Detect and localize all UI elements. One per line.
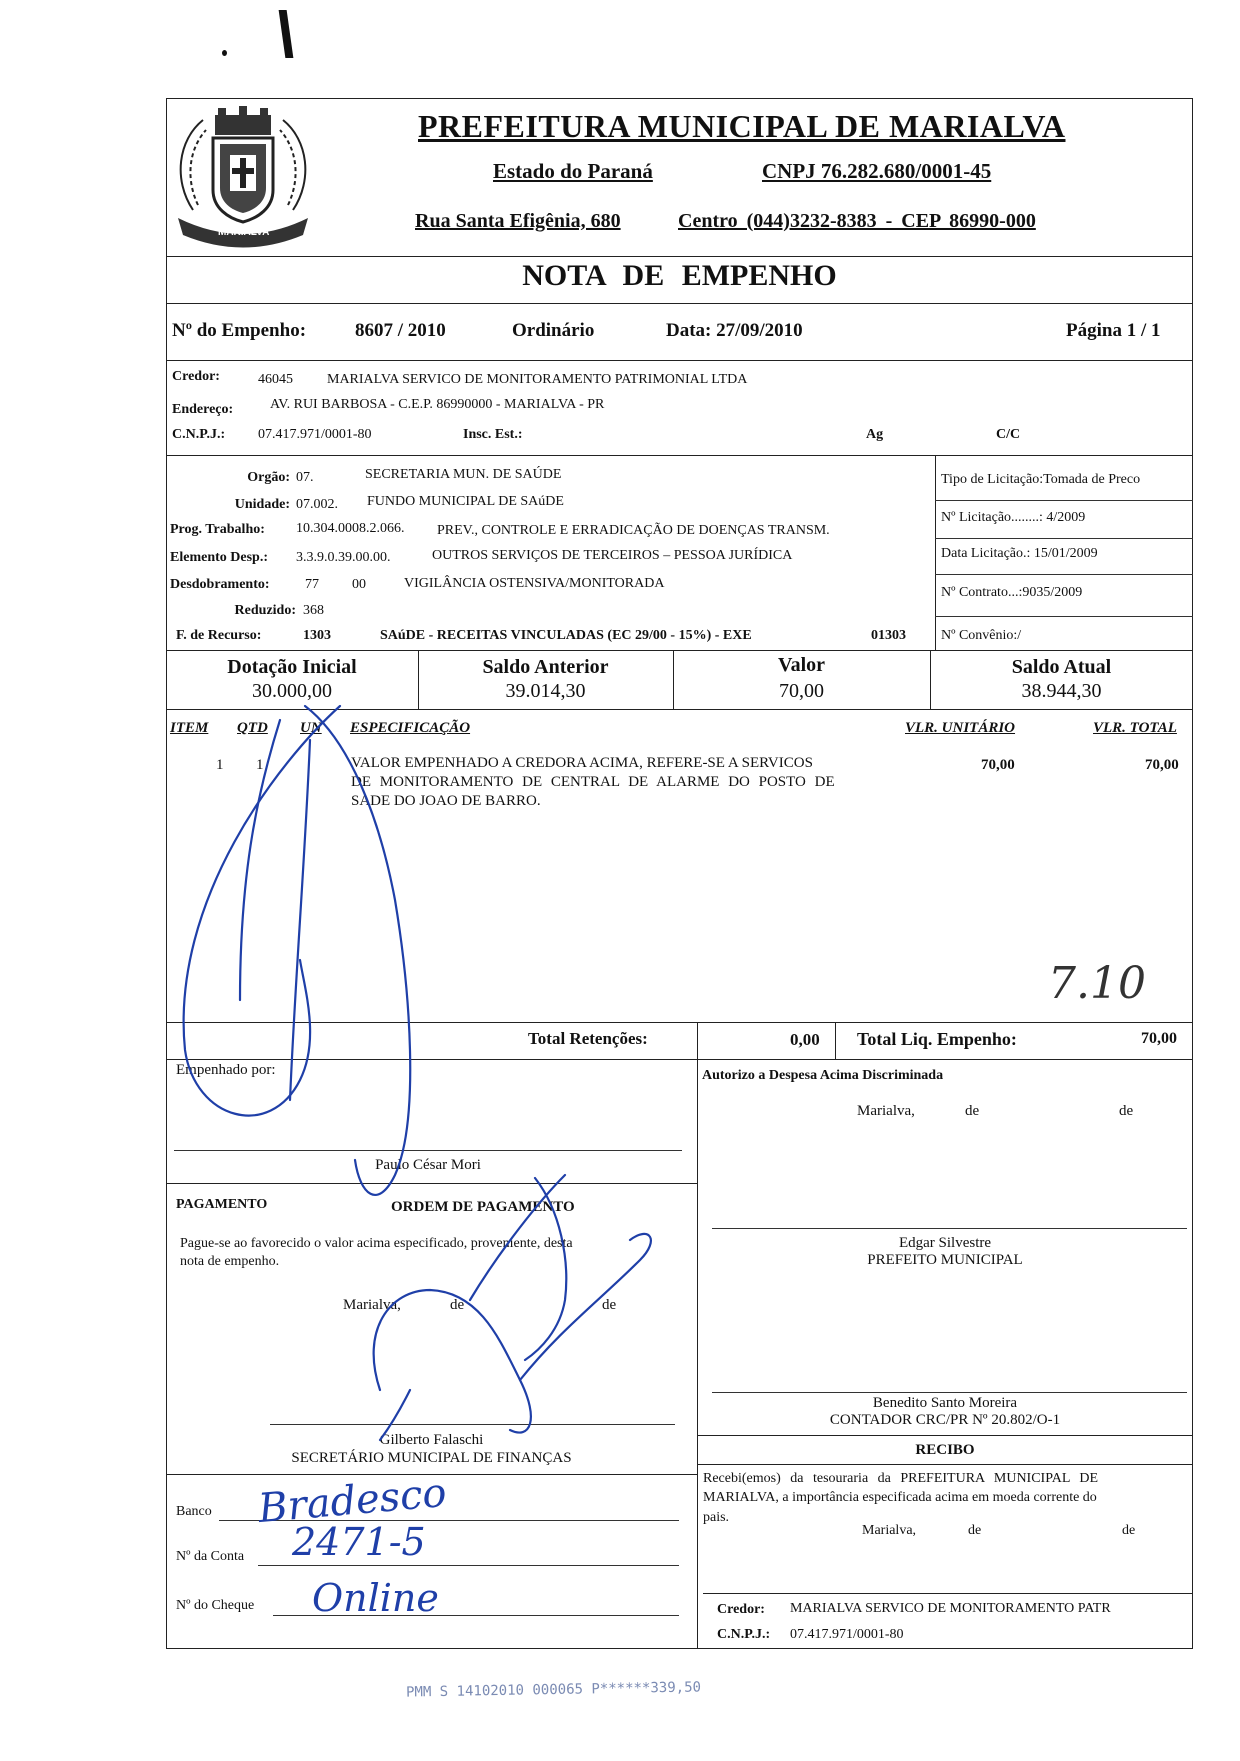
- empenho-date: Data: 27/09/2010: [666, 320, 803, 341]
- ag-label: Ag: [866, 427, 884, 442]
- payment-stamp: PMM S 14102010 000065 P******339,50: [405, 1679, 702, 1701]
- credor-name: MARIALVA SERVICO DE MONITORAMENTO PATRIMONIAL LTDA: [327, 372, 748, 387]
- dotacao-label: Dotação Inicial: [227, 656, 357, 678]
- item-desc-line2: DE MONITORAMENTO DE CENTRAL DE ALARME DO POSTO DE: [351, 774, 835, 790]
- header-address: Rua Santa Efigênia, 680: [415, 210, 621, 232]
- prog-code: 10.304.0008.2.066.: [296, 521, 405, 536]
- empenho-number: 8607 / 2010: [355, 320, 446, 341]
- dotacao-value: 30.000,00: [252, 680, 332, 702]
- item-unit-value: 70,00: [981, 757, 1015, 773]
- valor-value: 70,00: [779, 680, 824, 702]
- col-item: ITEM: [170, 720, 209, 736]
- desdobramento-b: 00: [352, 577, 366, 592]
- header-address-rest: Centro (044)3232-8383 - CEP 86990-000: [678, 210, 1036, 232]
- recurso-number: 01303: [871, 628, 906, 643]
- recibo-text-2: MARIALVA, a importância especificada acima em moeda corrente do: [703, 1490, 1097, 1505]
- autorizo-city: Marialva,: [857, 1103, 915, 1119]
- recibo-text-1: Recebi(emos) da tesouraria da PREFEITURA MUNICIPAL DE: [703, 1471, 1099, 1486]
- header-title: PREFEITURA MUNICIPAL DE MARIALVA: [418, 108, 1066, 144]
- logo-ribbon-text: MARIALVA: [218, 227, 270, 238]
- reduzido-value: 368: [303, 603, 324, 618]
- cnpj-value: 07.417.971/0001-80: [258, 427, 372, 442]
- licitacao-numero: Nº Licitação........: 4/2009: [941, 510, 1086, 525]
- cc-label: C/C: [996, 427, 1021, 442]
- pagamento-text-2: nota de empenho.: [180, 1254, 280, 1269]
- recibo-credor-label: Credor:: [717, 1602, 765, 1617]
- recibo-de-1: de: [968, 1523, 982, 1538]
- pagamento-title: PAGAMENTO: [176, 1197, 268, 1212]
- recibo-cnpj-label: C.N.P.J.:: [717, 1627, 771, 1642]
- pagamento-de-2: de: [602, 1297, 617, 1313]
- scan-mark: [279, 10, 294, 58]
- licitacao-contrato: Nº Contrato...:9035/2009: [941, 585, 1083, 600]
- valor-label: Valor: [777, 654, 826, 676]
- recurso-name: SAúDE - RECEITAS VINCULADAS (EC 29/00 - 15%) - EXE: [380, 628, 752, 643]
- recibo-de-2: de: [1122, 1523, 1136, 1538]
- orgao-label: Orgão:: [247, 470, 290, 485]
- col-especificacao: ESPECIFICAÇÃO: [350, 720, 471, 736]
- contador-name: Benedito Santo Moreira: [872, 1395, 1018, 1411]
- header-state: Estado do Paraná: [493, 159, 653, 183]
- prog-label: Prog. Trabalho:: [170, 522, 265, 537]
- recibo-cnpj-value: 07.417.971/0001-80: [790, 1627, 904, 1642]
- reduzido-label: Reduzido:: [234, 603, 296, 618]
- desdobramento-name: VIGILÂNCIA OSTENSIVA/MONITORADA: [404, 576, 665, 591]
- item-total-value: 70,00: [1145, 757, 1179, 773]
- retencoes-label: Total Retenções:: [528, 1029, 648, 1048]
- endereco-label: Endereço:: [172, 402, 234, 417]
- pagamento-text-1: Pague-se ao favorecido o valor acima especificado, proveniente, desta: [180, 1236, 573, 1251]
- anterior-value: 39.014,30: [505, 680, 586, 702]
- unidade-name: FUNDO MUNICIPAL DE SAúDE: [367, 494, 564, 509]
- pagamento-de-1: de: [450, 1297, 465, 1313]
- desdobramento-label: Desdobramento:: [170, 577, 270, 592]
- empenho-page: Página 1 / 1: [1066, 320, 1161, 341]
- credor-label: Credor:: [172, 369, 220, 384]
- recibo-city: Marialva,: [862, 1523, 917, 1538]
- doc-title: NOTA DE EMPENHO: [522, 259, 837, 292]
- coat-of-arms-logo: [168, 100, 318, 255]
- atual-label: Saldo Atual: [1011, 656, 1112, 678]
- empenho-type: Ordinário: [512, 320, 595, 341]
- elemento-name: OUTROS SERVIÇOS DE TERCEIROS – PESSOA JURÍDICA: [432, 548, 793, 563]
- secretario-name: Gilberto Falaschi: [379, 1432, 484, 1448]
- liq-value: 70,00: [1141, 1030, 1177, 1047]
- atual-value: 38.944,30: [1021, 680, 1102, 702]
- cnpj-label: C.N.P.J.:: [172, 427, 226, 442]
- elemento-code: 3.3.9.0.39.00.00.: [296, 550, 391, 565]
- credor-code: 46045: [258, 372, 293, 387]
- orgao-code: 07.: [296, 470, 314, 485]
- cheque-label: Nº do Cheque: [176, 1598, 255, 1613]
- autorizo-de-1: de: [965, 1103, 980, 1119]
- scan-dot: [222, 50, 227, 56]
- endereco-value: AV. RUI BARBOSA - C.E.P. 86990000 - MARIALVA - PR: [270, 397, 605, 412]
- item-number: 1: [216, 757, 224, 773]
- insc-label: Insc. Est.:: [463, 427, 523, 442]
- retencoes-value: 0,00: [790, 1030, 820, 1049]
- col-un: UN: [300, 720, 322, 736]
- conta-label: Nº da Conta: [176, 1549, 245, 1564]
- recibo-title: RECIBO: [915, 1442, 975, 1458]
- autorizo-label: Autorizo a Despesa Acima Discriminada: [702, 1068, 944, 1083]
- recibo-text-3: pais.: [703, 1510, 730, 1525]
- empenhado-name: Paulo César Mori: [375, 1157, 481, 1173]
- empenhado-label: Empenhado por:: [176, 1062, 276, 1078]
- prog-name: PREV., CONTROLE E ERRADICAÇÃO DE DOENÇAS TRANSM.: [437, 523, 830, 538]
- autorizo-de-2: de: [1119, 1103, 1134, 1119]
- col-total: VLR. TOTAL: [1093, 720, 1177, 736]
- elemento-label: Elemento Desp.:: [170, 550, 268, 565]
- header-cnpj: CNPJ 76.282.680/0001-45: [762, 159, 992, 183]
- licitacao-tipo: Tipo de Licitação:Tomada de Preco: [941, 472, 1141, 487]
- orgao-name: SECRETARIA MUN. DE SAÚDE: [365, 467, 562, 482]
- liq-label: Total Liq. Empenho:: [857, 1029, 1017, 1049]
- unidade-label: Unidade:: [234, 497, 290, 512]
- item-desc-line1: VALOR EMPENHADO A CREDORA ACIMA, REFERE-SE A SERVICOS: [351, 755, 813, 771]
- contador-title: CONTADOR CRC/PR Nº 20.802/O-1: [829, 1412, 1061, 1428]
- ordem-pagamento-title: ORDEM DE PAGAMENTO: [391, 1199, 575, 1215]
- secretario-title: SECRETÁRIO MUNICIPAL DE FINANÇAS: [291, 1450, 572, 1466]
- col-unitario: VLR. UNITÁRIO: [905, 720, 1016, 736]
- cheque-handwriting: Online: [312, 1576, 439, 1620]
- desdobramento-a: 77: [305, 577, 319, 592]
- banco-handwriting: Bradesco: [256, 1469, 449, 1533]
- item-qtd: 1: [256, 757, 264, 773]
- unidade-code: 07.002.: [296, 497, 338, 512]
- recurso-label: F. de Recurso:: [176, 628, 262, 643]
- prefeito-title: PREFEITO MUNICIPAL: [867, 1252, 1023, 1268]
- recurso-code: 1303: [303, 628, 331, 643]
- licitacao-data: Data Licitação.: 15/01/2009: [941, 546, 1098, 561]
- recibo-credor-name: MARIALVA SERVICO DE MONITORAMENTO PATR: [790, 1601, 1111, 1616]
- conta-handwriting: 2471-5: [292, 1520, 426, 1564]
- pagamento-city: Marialva,: [343, 1297, 401, 1313]
- banco-label: Banco: [176, 1504, 212, 1519]
- licitacao-convenio: Nº Convênio:/: [941, 628, 1022, 643]
- empenho-label: Nº do Empenho:: [172, 320, 307, 341]
- item-desc-line3: SADE DO JOAO DE BARRO.: [351, 793, 541, 809]
- col-qtd: QTD: [237, 720, 268, 736]
- handwritten-note: 7.10: [1048, 958, 1146, 1009]
- anterior-label: Saldo Anterior: [482, 656, 609, 678]
- prefeito-name: Edgar Silvestre: [898, 1235, 992, 1251]
